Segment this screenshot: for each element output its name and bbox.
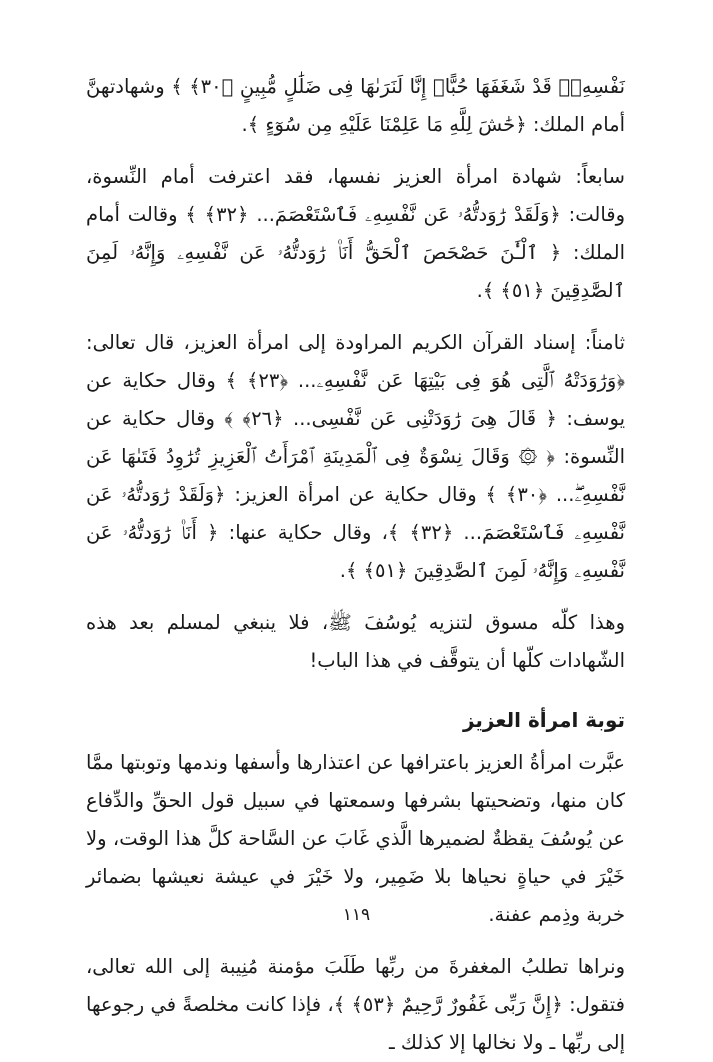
page-number: ١١٩ bbox=[342, 905, 371, 925]
paragraph-5: عبَّرت امرأةُ العزيز باعترافها عن اعتذارها وأسفها وندمها وتوبتها ممَّا كان منها، وتضحيتها بشرفها وسمعتها في سبيل قول الحقِّ والدِّفاع عن يُوسُفَ يقظةٌ لضميرها الَّذي غَابَ عن السَّاحة كلَّ هذا الوقت، ولا خَيْرَ في حياةٍ نحياها بلا ضَمِير، ولا خَيْرَ في عيشة نعيشها بضمائر خربة وذِمم عفنة. bbox=[86, 751, 625, 926]
paragraph-3: ثامناً: إسناد القرآن الكريم المراودة إلى امرأة العزيز، قال تعالى: ﴿وَرَٰوَدَتْهُ ٱلَّتِى هُوَ فِى بَيْتِهَا عَن نَّفْسِهِۦ... ﴿٢٣﴾ ﴾ وقال حكاية عن يوسف: ﴿ قَالَ هِىَ رَٰوَدَتْنِى عَن نَّفْسِى... ﴿٢٦﴾ ﴾ وقال حكاية عن النِّسوة: ﴿ ۞ وَقَالَ نِسْوَةٌ فِى ٱلْمَدِينَةِ ٱمْرَأَتُ ٱلْعَزِيزِ تُرَٰوِدُ فَتَىٰهَا عَن نَّفْسِهِۦۖ... ﴿٣٠﴾ ﴾ وقال حكاية عن امرأة العزيز: ﴿وَلَقَدْ رَٰوَدتُّهُۥ عَن نَّفْسِهِۦ فَٱسْتَعْصَمَ... ﴿٣٢﴾ ﴾، وقال حكاية عنها: ﴿ أَنَا۠ رَٰوَدتُّهُۥ عَن نَّفْسِهِۦ وَإِنَّهُۥ لَمِنَ ٱلصَّٰدِقِينَ ﴿٥١﴾ ﴾. bbox=[86, 331, 625, 582]
paragraph-4: وهذا كلّه مسوق لتنزيه يُوسُفَ ﷺ، فلا ينبغي لمسلم بعد هذه الشّهادات كلّها أن يتوقَّف في هذا الباب! bbox=[86, 611, 625, 672]
section-heading: توبة امرأة العزيز bbox=[462, 708, 625, 732]
paragraph-2: سابعاً: شهادة امرأة العزيز نفسها، فقد اعترفت أمام النِّسوة، وقالت: ﴿وَلَقَدْ رَٰوَدتُّهُۥ عَن نَّفْسِهِۦ فَٱسْتَعْصَمَ... ﴿٣٢﴾ ﴾ وقالت أمام الملك: ﴿ ٱلْـَٰٔنَ حَصْحَصَ ٱلْحَقُّ أَنَا۠ رَٰوَدتُّهُۥ عَن نَّفْسِهِۦ وَإِنَّهُۥ لَمِنَ ٱلصَّٰدِقِينَ ﴿٥١﴾ ﴾. bbox=[86, 165, 625, 302]
paragraph-6: ونراها تطلبُ المغفرةَ من ربِّها طَلَبَ مؤمنة مُنِيبة إلى الله تعالى، فتقول: ﴿إِنَّ رَبِّى غَفُورٌ رَّحِيمٌ ﴿٥٣﴾ ﴾، فإذا كانت مخلصةً في رجوعها إلى ربِّها ـ ولا نخالها إلا كذلك ـ bbox=[86, 955, 625, 1054]
paragraph-1: نَفْسِهِۦۖ قَدْ شَغَفَهَا حُبًّاۖ إِنَّا لَنَرَىٰهَا فِى ضَلَٰلٍ مُّبِينٍ ﴿٣٠﴾ ﴾ وشهادتهنَّ أمام الملك: ﴿حَٰشَ لِلَّهِ مَا عَلِمْنَا عَلَيْهِ مِن سُوٓءٍ ﴾. bbox=[86, 75, 625, 136]
